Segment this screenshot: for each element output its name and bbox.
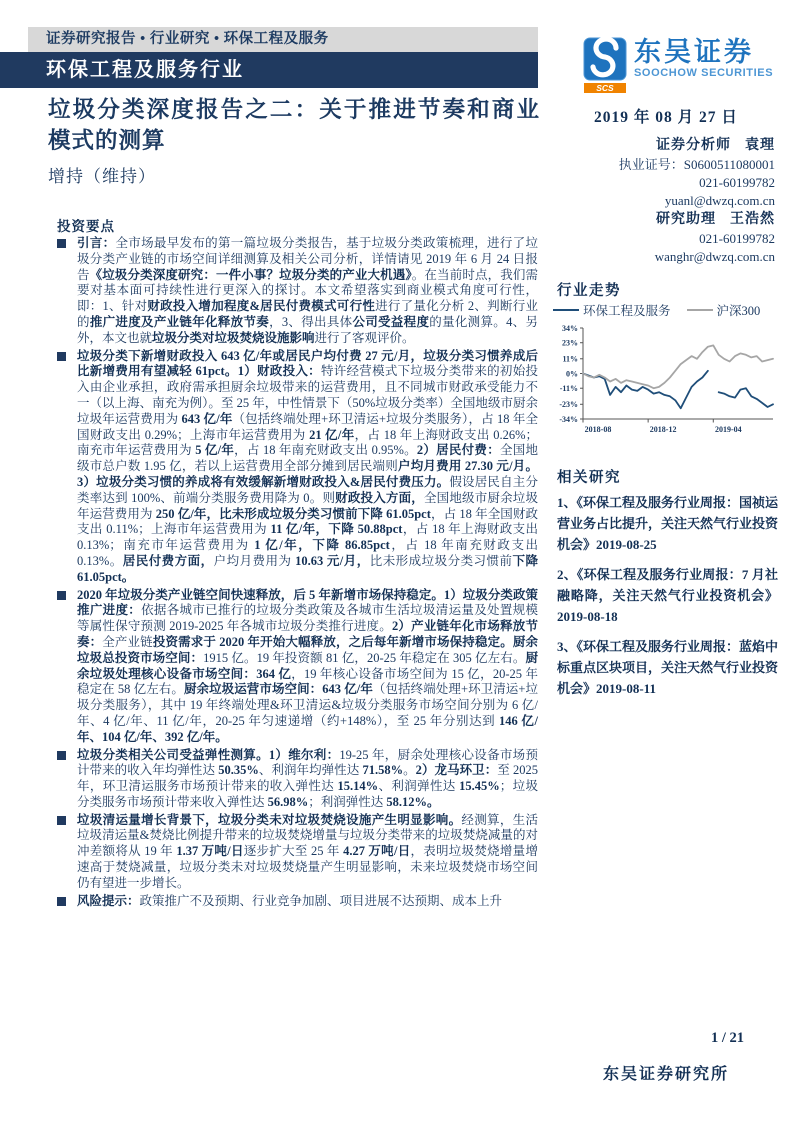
legend-item (553, 301, 671, 319)
logo-abbr-text: SCS (596, 83, 614, 93)
analyst-title-row (557, 136, 775, 156)
chart-legend (553, 301, 781, 319)
industry-bar (0, 52, 538, 88)
key-point: 垃圾分类下新增财政投入 643 亿/年或居民户均付费 27 元/月，垃圾分类习惯养成后比新增费用有望减轻 61pct。1）财政投入：特许经营模式下垃圾分类带来的初始投入由企业承担，政府需承担厨余垃圾带来的运营费用，且不同城市财政承受能力不一（以上海、南充为例）。至 25 年，中性情景下（50%垃圾分类率）全国地级市厨余垃圾年运营费用为 643 亿/年（包括终端处理+环卫清运+垃圾分类服务），占 18 年全国财政支出 0.29%；上海市年运营费用为 21 亿/年，占 18 年上海财政支出 0.26%；南充市年运营费用为 5 亿/年，占 18 年南充财政支出 0.95%。2）居民付费：全国地级市总户数 1.95 亿，若以上运营费用全部分摊到居民端则户均月费用 27.30 元/月。3）垃圾分类习惯的养成将有效缓解新增财政投入&居民付费压力。假设居民自主分类率达到 100%、前端分类服务费用降为 0。则财政投入方面，全国地级市厨余垃圾年运营费用为 250 亿/年，比未形成垃圾分类习惯前下降 61.05pct，占 18 年全国财政支出 0.11%；上海市年运营费用为 11 亿/年，下降 50.88pct，占 18 年上海财政支出 0.13%；南充市年运营费用为 1 亿/年，下降 86.85pct，占 18 年南充财政支出 0.13%。居民付费方面，户均月费用为 10.63 元/月，比未形成垃圾分类习惯前下降 61.05pct。 (57, 349, 538, 586)
brand-name-en: SOOCHOW SECURITIES (634, 67, 774, 79)
bullet-square-icon (57, 591, 66, 600)
svg-text:11%: 11% (562, 354, 578, 364)
key-points-list (57, 236, 538, 911)
trend-chart-plot (551, 321, 781, 439)
svg-text:34%: 34% (562, 323, 578, 333)
related-research-item: 3、《环保工程及服务行业周报：蓝焰中标重点区块项目，关注天然气行业投资机会》2019-08-11 (557, 639, 779, 696)
trend-chart (551, 301, 781, 444)
research-institute-footer: 东吴证券研究所 (602, 1066, 729, 1083)
bullet-square-icon (57, 239, 66, 248)
assistant-title-row (557, 210, 775, 230)
svg-text:2018-12: 2018-12 (649, 425, 677, 434)
brand-logo-icon (583, 37, 627, 98)
report-date: 2019 年 08 月 27 日 (594, 109, 738, 126)
key-point: 2020 年垃圾分类产业链空间快速释放，后 5 年新增市场保持稳定。1）垃圾分类政策推广进度：依据各城市已推行的垃圾分类政策及各城市生活垃圾清运量及处置规模等属性保守预测 2019-2025 年各城市垃圾分类推行进度。2）产业链年化市场释放节奏：全产业链投资需求于 2020 年开始大幅释放，之后每年新增市场保持稳定。厨余垃圾总投资市场空间：1915 亿。19 年投资额 81 亿，20-25 年稳定在 305 亿左右。厨余垃圾处理核心设备市场空间：364 亿，19 年核心设备市场空间为 15 亿，20-25 年稳定在 58 亿左右。厨余垃圾运营市场空间：643 亿/年（包括终端处理+环卫清运+垃圾分类服务），其中 19 年终端处理&环卫清运&垃圾分类服务市场空间分别为 6 亿/年、4 亿/年、11 亿/年，20-25 年匀速递增（约+148%），至 25 年分别达到 146 亿/年、104 亿/年、392 亿/年。 (57, 588, 538, 746)
legend-label: 沪深300 (716, 304, 761, 318)
svg-text:-23%: -23% (559, 400, 578, 410)
analyst-label: 证券分析师 (656, 138, 731, 153)
analyst-license: 执业证号：S0600511080001 (618, 157, 775, 172)
rating-label: 增持（维持） (48, 167, 156, 186)
legend-line-swatch (687, 309, 713, 311)
analyst-block (557, 136, 775, 266)
bullet-square-icon (57, 816, 66, 825)
industry-bar-text: 环保工程及服务行业 (46, 59, 244, 81)
key-point: 引言：全市场最早发布的第一篇垃圾分类报告，基于垃圾分类政策梳理，进行了垃圾分类产业链的市场空间详细测算及相关公司分析，详情请见 2019 年 6 月 24 日报告《垃圾分类深度研究：一件小事？垃圾分类的产业大机遇》。在当前时点，我们需要对基本面可持续性进行更深入的探讨。本文希望落实到商业模式角度可行性，即：1、针对财政投入增加程度&居民付费模式可行性进行了量化分析 2、判断行业的推广进度及产业链年化释放节奏，3、得出具体公司受益程度的量化测算。4、另外，本文也就垃圾分类对垃圾焚烧设施影响进行了客观评价。 (57, 236, 538, 347)
report-type-bar (28, 27, 538, 52)
analyst-phone: 021-60199782 (699, 175, 775, 190)
page-number: 1 / 21 (710, 1030, 745, 1046)
svg-text:-11%: -11% (559, 384, 578, 394)
related-research-item: 1、《环保工程及服务行业周报：国祯运营业务占比提升，关注天然气行业投资机会》2019-08-25 (557, 495, 779, 552)
report-type-text: 证券研究报告 • 行业研究 • 环保工程及服务 (46, 31, 329, 47)
related-research-item: 2、《环保工程及服务行业周报：7 月社融略降，关注天然气行业投资机会》2019-08-18 (557, 567, 778, 624)
assistant-phone: 021-60199782 (699, 231, 775, 246)
related-research-list (557, 492, 778, 708)
assistant-name: 王浩然 (730, 212, 775, 227)
report-title: 垃圾分类深度报告之二：关于推进节奏和商业模式的测算 (48, 97, 540, 153)
key-points-heading: 投资要点 (57, 219, 115, 234)
brand-name-cn: 东吴证券 (634, 37, 754, 67)
legend-label: 环保工程及服务 (583, 304, 671, 318)
svg-text:2018-08: 2018-08 (584, 425, 612, 434)
related-research-heading: 相关研究 (557, 470, 621, 486)
svg-text:23%: 23% (562, 338, 578, 348)
key-point: 风险提示：政策推广不及预期、行业竞争加剧、项目进展不达预期、成本上升 (57, 894, 538, 910)
svg-text:-34%: -34% (559, 414, 578, 424)
bullet-square-icon (57, 751, 66, 760)
svg-text:0%: 0% (566, 369, 578, 379)
analyst-name: 袁理 (745, 138, 775, 153)
bullet-square-icon (57, 897, 66, 906)
key-point: 垃圾清运量增长背景下，垃圾分类未对垃圾焚烧设施产生明显影响。经测算，生活垃圾清运量&焚烧比例提升带来的垃圾焚烧增量与垃圾分类带来的垃圾焚烧减量的对冲差额将从 19 年 1.37 万吨/日逐步扩大至 25 年 4.27 万吨/日，表明垃圾焚烧增量增速高于焚烧减量，垃圾分类未对垃圾焚烧量产生明显影响，未来垃圾焚烧市场空间仍有望进一步增长。 (57, 813, 538, 892)
legend-line-swatch (553, 309, 579, 311)
svg-text:2019-04: 2019-04 (714, 425, 742, 434)
brand-name-block (634, 37, 773, 79)
assistant-label: 研究助理 (656, 212, 716, 227)
key-point: 垃圾分类相关公司受益弹性测算。1）维尔利：19-25 年，厨余处理核心设备市场预计带来的收入年均弹性达 50.35%、利润年均弹性达 71.58%。2）龙马环卫：至 2025 年，环卫清运服务市场预计带来的收入弹性达 15.14%、利润弹性达 15.45%；垃圾分类服务市场预计带来收入弹性达 56.98%；利润弹性达 58.12%。 (57, 748, 538, 811)
legend-item (687, 301, 761, 319)
brand-logo (583, 37, 773, 98)
bullet-square-icon (57, 352, 66, 361)
soochow-logo-icon (583, 37, 627, 93)
trend-heading: 行业走势 (557, 283, 621, 299)
assistant-email: wanghr@dwzq.com.cn (654, 249, 775, 264)
analyst-email: yuanl@dwzq.com.cn (664, 193, 775, 208)
